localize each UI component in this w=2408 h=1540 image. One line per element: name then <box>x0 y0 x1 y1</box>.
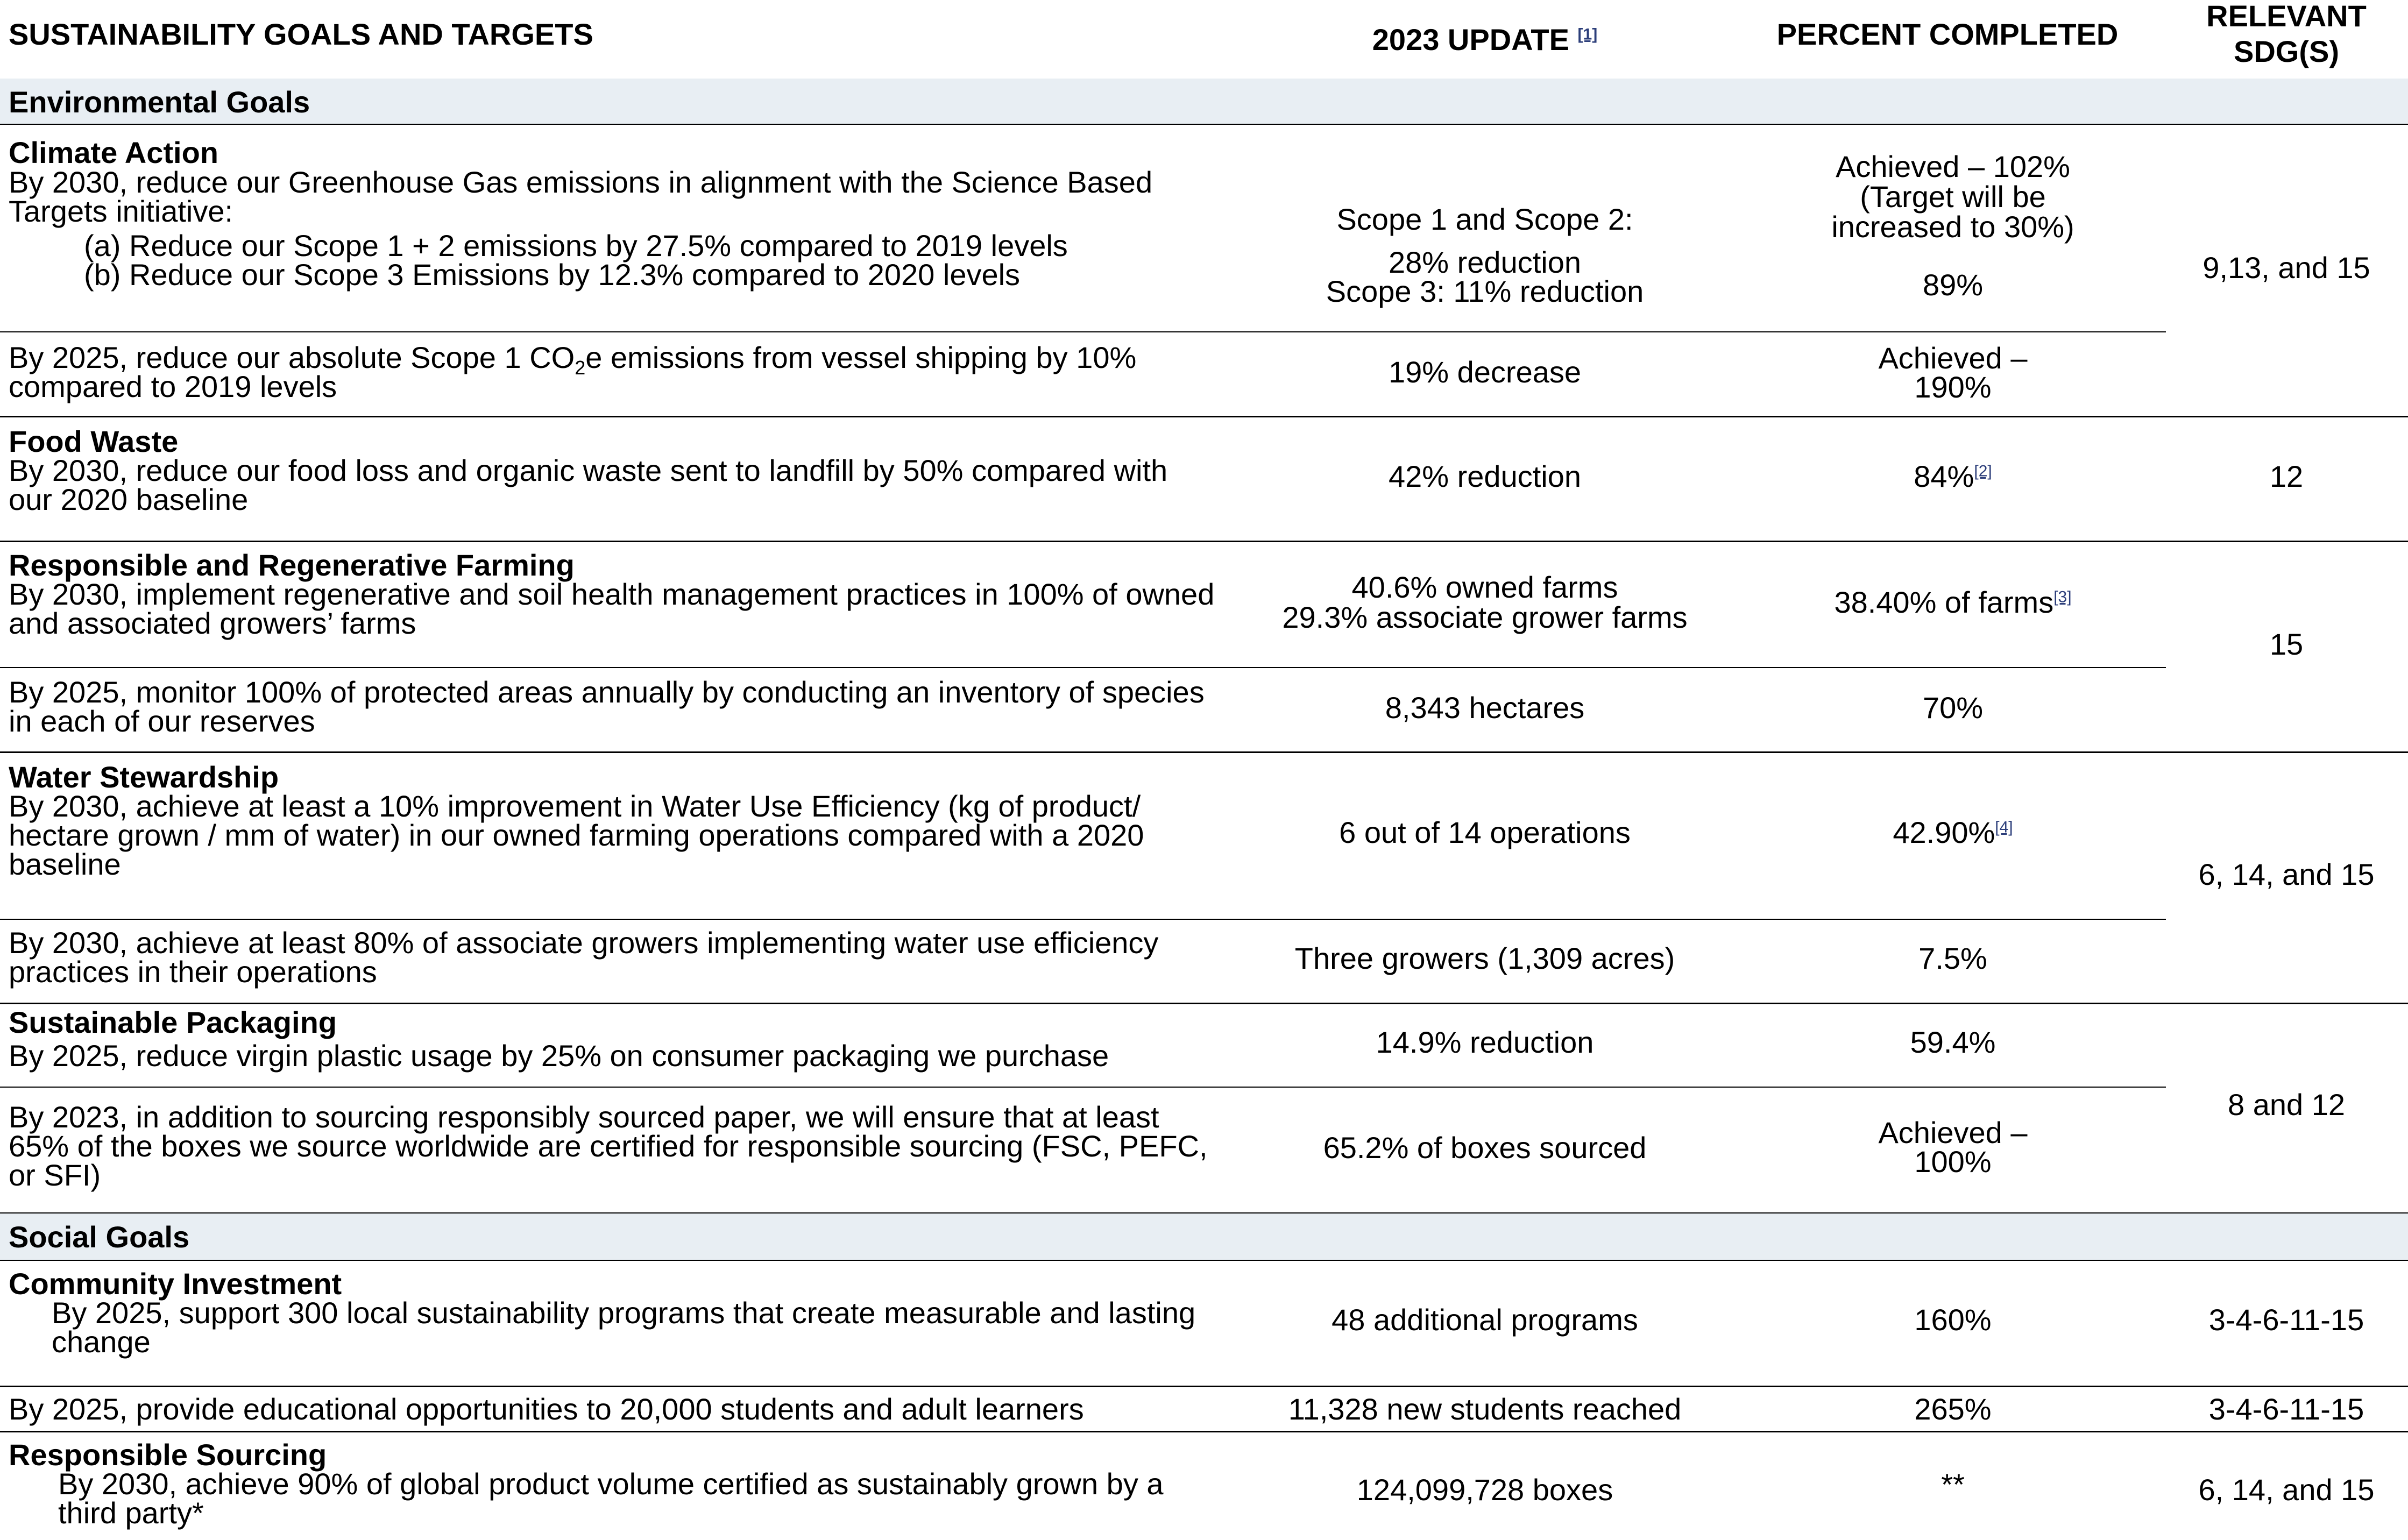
pct-climate-2: (Target will be <box>1860 180 2046 214</box>
update-paper: 65.2% of boxes sourced <box>1323 1131 1647 1165</box>
goal-title-water: Water Stewardship <box>9 760 279 794</box>
goal-protected-areas: By 2025, monitor 100% of protected areas annually by conducting an inventory of species in each of our reserves <box>9 675 1205 738</box>
pct-paper-2: 100% <box>1914 1145 1992 1179</box>
goal-climate-action <box>9 136 1219 292</box>
goal-text-climate: By 2030, reduce our Greenhouse Gas emissions in alignment with the Science Based Targets initiative: <box>9 165 1153 228</box>
update-climate-3: Scope 3: 11% reduction <box>1326 274 1644 308</box>
footnote-link-3[interactable]: [3] <box>2053 588 2072 606</box>
section-title-social: Social Goals <box>9 1220 190 1254</box>
divider <box>0 331 2166 332</box>
update-climate-2: 28% reduction <box>1388 245 1581 279</box>
pct-education: 265% <box>1914 1392 1992 1426</box>
goal-sustainable-packaging <box>9 1006 1219 1073</box>
update-growers: Three growers (1,309 acres) <box>1294 941 1675 975</box>
update-water: 6 out of 14 operations <box>1339 815 1631 849</box>
divider <box>0 919 2166 920</box>
goal-education: By 2025, provide educational opportunities to 20,000 students and adult learners <box>9 1392 1084 1426</box>
update-climate-1: Scope 1 and Scope 2: <box>1336 202 1633 236</box>
divider <box>0 541 2408 542</box>
goal-title-food: Food Waste <box>9 424 179 458</box>
divider <box>0 667 2166 668</box>
section-band-social <box>0 1213 2408 1260</box>
update-community: 48 additional programs <box>1332 1303 1638 1337</box>
divider <box>0 1003 2408 1004</box>
pct-community: 160% <box>1914 1303 1992 1337</box>
update-farming-1: 40.6% owned farms <box>1351 570 1618 604</box>
sdg-sourcing: 6, 14, and 15 <box>2198 1473 2375 1507</box>
pct-climate-3: increased to 30%) <box>1831 210 2074 244</box>
goal-title-community: Community Investment <box>9 1267 342 1301</box>
header-relevant: RELEVANT <box>2206 0 2367 33</box>
goal-vessel-post: e emissions from vessel shipping by 10% compared to 2019 levels <box>9 340 1137 403</box>
update-vessel: 19% decrease <box>1388 355 1581 389</box>
goal-regenerative-farming <box>9 548 1219 640</box>
goal-subitem-a: (a) Reduce our Scope 1 + 2 emissions by 27.5% compared to 2019 levels <box>84 229 1068 262</box>
divider <box>0 1386 2408 1387</box>
sdg-community: 3-4-6-11-15 <box>2208 1303 2364 1337</box>
goal-responsible-sourcing <box>9 1440 1230 1528</box>
goal-text-farming: By 2030, implement regenerative and soil health management practices in 100% of owned and associated growers’ farms <box>9 577 1215 640</box>
goal-community-investment <box>9 1269 1230 1357</box>
pct-growers: 7.5% <box>1918 941 1987 975</box>
divider <box>0 1431 2408 1432</box>
sdg-food: 12 <box>2269 459 2304 493</box>
pct-packaging: 59.4% <box>1910 1025 1996 1059</box>
divider <box>0 124 2408 125</box>
divider <box>0 751 2408 753</box>
pct-vessel-1: Achieved – <box>1878 341 2028 375</box>
update-protected: 8,343 hectares <box>1385 691 1585 725</box>
goal-title-farming: Responsible and Regenerative Farming <box>9 548 575 582</box>
update-sourcing: 124,099,728 boxes <box>1356 1473 1613 1507</box>
sdg-farming: 15 <box>2269 627 2304 661</box>
footnote-link-2[interactable]: [2] <box>1974 462 1992 480</box>
goal-water-stewardship <box>9 760 1219 881</box>
pct-sourcing: ** <box>1941 1467 1965 1501</box>
goal-title-sourcing: Responsible Sourcing <box>9 1438 327 1472</box>
goal-text-packaging: By 2025, reduce virgin plastic usage by 25% on consumer packaging we purchase <box>9 1039 1109 1073</box>
pct-climate-4: 89% <box>1922 268 1984 302</box>
goal-vessel-sub: 2 <box>575 357 586 379</box>
goal-text-sourcing: By 2030, achieve 90% of global product volume certified as sustainably grown by a third party* <box>58 1467 1164 1530</box>
goal-text-food: By 2030, reduce our food loss and organic waste sent to landfill by 50% compared with our 2020 baseline <box>9 453 1168 516</box>
pct-food-value: 84% <box>1914 459 1974 493</box>
goal-vessel-pre: By 2025, reduce our absolute Scope 1 CO <box>9 340 575 374</box>
update-education: 11,328 new students reached <box>1288 1392 1682 1426</box>
pct-farming-value: 38.40% of farms <box>1834 585 2054 619</box>
header-2023-update-label: 2023 UPDATE <box>1372 23 1569 56</box>
sdg-climate: 9,13, and 15 <box>2202 251 2370 285</box>
section-band-environmental <box>0 79 2408 124</box>
pct-water <box>1738 815 2168 849</box>
goal-text-community: By 2025, support 300 local sustainability programs that create measurable and lasting change <box>52 1296 1196 1359</box>
sdg-water: 6, 14, and 15 <box>2198 857 2375 891</box>
divider <box>0 416 2408 417</box>
header-2023-update <box>1291 25 1678 55</box>
pct-paper-1: Achieved – <box>1878 1116 2028 1149</box>
update-packaging: 14.9% reduction <box>1376 1025 1594 1059</box>
header-sdgs: SDG(S) <box>2234 34 2339 68</box>
pct-water-value: 42.90% <box>1893 815 1995 849</box>
footnote-link-4[interactable]: [4] <box>1995 818 2013 836</box>
update-farming-2: 29.3% associate grower farms <box>1282 600 1688 634</box>
goal-subitem-b: (b) Reduce our Scope 3 Emissions by 12.3% compared to 2020 levels <box>84 258 1021 292</box>
pct-farming <box>1738 587 2168 618</box>
footnote-link-1[interactable]: [1] <box>1577 25 1598 44</box>
header-goals: SUSTAINABILITY GOALS AND TARGETS <box>9 17 593 51</box>
sdg-education: 3-4-6-11-15 <box>2208 1392 2364 1426</box>
divider <box>0 1087 2166 1088</box>
goal-associate-growers: By 2030, achieve at least 80% of associate growers implementing water use efficiency practices in their operations <box>9 926 1159 989</box>
pct-vessel-2: 190% <box>1914 370 1992 404</box>
pct-climate-1: Achieved – 102% <box>1836 150 2070 183</box>
update-food: 42% reduction <box>1388 459 1581 493</box>
pct-food <box>1738 459 2168 493</box>
header-percent-completed: PERCENT COMPLETED <box>1776 17 2119 51</box>
goal-title-packaging: Sustainable Packaging <box>9 1005 337 1039</box>
goal-responsible-paper: By 2023, in addition to sourcing responsibly sourced paper, we will ensure that at least 65% of the boxes we source worldwide are certified for responsible sourcing (FSC, PEFC, or SFI) <box>9 1100 1208 1192</box>
goal-text-water: By 2030, achieve at least a 10% improvement in Water Use Efficiency (kg of product/ hectare grown / mm of water) in our owned farming operations compared with a 2020 baseline <box>9 789 1144 881</box>
divider <box>0 1260 2408 1261</box>
goal-title-climate: Climate Action <box>9 136 218 169</box>
sdg-packaging: 8 and 12 <box>2228 1088 2345 1122</box>
pct-protected: 70% <box>1922 691 1984 725</box>
goal-food-waste <box>9 424 1219 516</box>
goal-vessel-emissions <box>9 340 1219 403</box>
section-title-environmental: Environmental Goals <box>9 85 310 119</box>
